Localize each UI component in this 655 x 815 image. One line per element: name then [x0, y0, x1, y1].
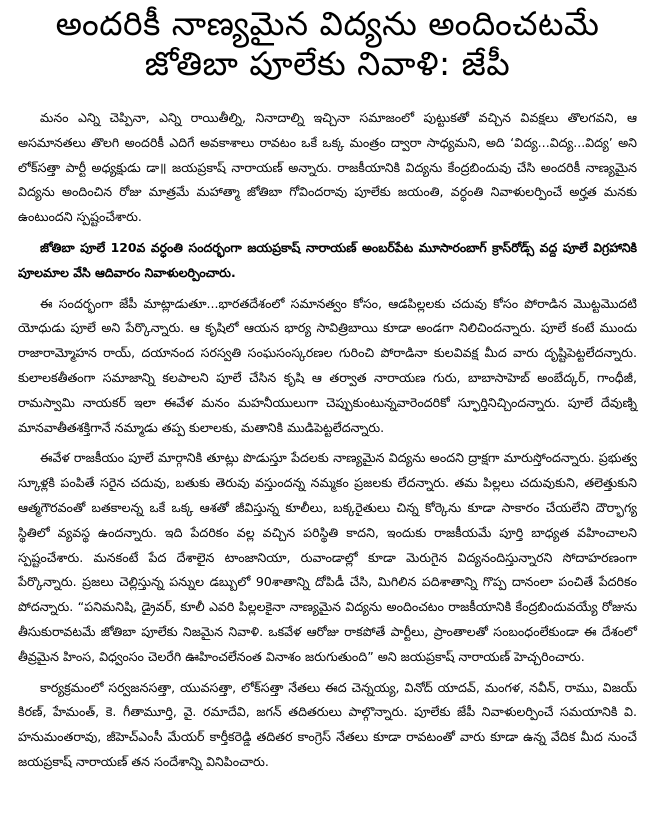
headline-line-1: అందరికీ నాణ్యమైన విద్యను అందించటమే [55, 4, 600, 43]
headline-line-2: జోతిబా పూలేకు నివాళి: జేపీ [144, 44, 511, 83]
article-paragraph-2: జోతిబా పూలే 120వ వర్ధంతి సందర్భంగా జయప్రకాష్ నారాయణ్ అంబర్‌పేట మూసారంబాగ్ క్రాస్‌రోడ్స్ వద్ద పూలే విగ్రహానికి పూలమాల వేసి ఆదివారం నివాళులర్పించారు. [18, 239, 637, 280]
article-paragraph-3: ఈ సందర్భంగా జేపీ మాట్లాడుతూ...భారతదేశంలో సమానత్వం కోసం, ఆడపిల్లలకు చదువు కోసం పోరాడిన మొట్టమొదటి యోధుడు పూలే అని పేర్కొన్నారు. ఆ కృషిలో ఆయన భార్య సావిత్రిబాయి కూడా అండగా నిలిచిందన్నారు. పూలే కంటే ముందు రాజారామ్మోహన రాయ్, దయానంద సరస్వతి సంఘసంస్కరణల గురించి పోరాడినా కులవివక్ష మీద వారు దృష్టిపెట్టలేదన్నారు. కులాలకతీతంగా సమాజాన్ని కలపాలని పూలే చేసిన కృషి ఆ తర్వాత నారాయణ గురు, బాబాసాహెబ్ అంబేద్కర్, గాంధీజీ, రామస్వామి నాయకర్ ఇలా ఈవేళ మనం మహనీయులుగా చెప్పుకుంటున్నవారెందరికో స్ఫూర్తినిచ్చిందన్నారు. పూలే దేవుణ్ని మానవాతీతశక్తిగానే నమ్మాడు తప్ప కులాలకు, మతానికి ముడిపెట్టలేదన్నారు. [18, 295, 637, 435]
article-paragraph-1: మనం ఎన్ని చెప్పినా, ఎన్ని రాయితీల్ని, నినాదాల్ని ఇచ్చినా సమాజంలో పుట్టుకతో వచ్చిన వివక్షలు తొలగవని, ఆ అసమానతలు తొలగి అందరికీ ఎదిగే అవకాశాలు రావటం ఒకే ఒక్క మంత్రం ద్వారా సాధ్యమని, అది ‘విద్య...విద్య...విద్య’ అని లోక్‌సత్తా పార్టీ అధ్యక్షుడు డా॥ జయప్రకాష్ నారాయణ్ అన్నారు. రాజకీయానికి విద్యను కేంద్రబిందువు చేసి అందరికీ నాణ్యమైన విద్యను అందించిన రోజు మాత్రమే మహాత్మా జోతిబా గోవిందరావు పూలేకు జయంతి, వర్ధంతి నివాళులర్పించే అర్హత మనకు ఉంటుందని స్పష్టంచేశారు. [18, 110, 637, 225]
article-paragraph-4: ఈవేళ రాజకీయం పూలే మార్గానికి తూట్లు పొడుస్తూ పేదలకు నాణ్యమైన విద్యను అందని ద్రాక్షగా మారుస్తోందన్నారు. ప్రభుత్వ స్కూళ్లకి పంపితే సరైన చదువు, బతుకు తెరువు వస్తుందన్న నమ్మకం ప్రజలకు లేదన్నారు. తమ పిల్లలు చదువుకుని, తలెత్తుకుని ఆత్మగౌరవంతో బతకాలన్న ఒకే ఒక్క ఆశతో జీవిస్తున్న కూలీలు, బక్కరైతులు చిన్న కోర్కెను కూడా సాకారం చేయలేని దౌర్భాగ్య స్థితిలో వ్యవస్థ ఉందన్నారు. ఇది పేదరికం వల్ల వచ్చిన పరిస్థితి కాదని, ఇందుకు రాజకీయమే పూర్తి బాధ్యత వహించాలని స్పష్టంచేశారు. మనకంటే పేద దేశాలైన టాంజానియా, రువాండాల్లో కూడా మెరుగైన విద్యనందిస్తున్నారని సోదాహరణంగా పేర్కొన్నారు. ప్రజలు చెల్లిస్తున్న పన్నుల డబ్బులో 90శాతాన్ని దోపిడీ చేసి, మిగిలిన పదిశాతాన్ని గొప్ప దానంలా పంచితే పేదరికం పోదన్నారు. “పనిమనిషి, డ్రైవర్, కూలీ ఎవరి పిల్లలకైనా నాణ్యమైన విద్యను అందించటం రాజకీయానికి కేంద్రబిందువయ్యే రోజును తీసుకురావటమే జోతిబా పూలేకు నిజమైన నివాళి. ఒకవేళ ఆరోజు రాకపోతే పార్టీలు, ప్రాంతాలతో సంబంధంలేకుండా ఈ దేశంలో తీవ్రమైన హింస, విధ్వంసం చెలరేగి ఊహించలేనంత వినాశం జరుగుతుంది” అని జయప్రకాష్ నారాయణ్ హెచ్చరించారు. [18, 450, 637, 664]
article-paragraph-5: కార్యక్రమంలో సర్వజనసత్తా, యువసత్తా, లోక్‌సత్తా నేతలు ఈద చెన్నయ్య, వినోద్ యాదవ్, మంగళ, నవీన్, రాము, విజయ్ కిరణ్, హేమంత్, కె. గీతామూర్తి, వై. రమాదేవి, జగన్ తదితరులు పాల్గొన్నారు. పూలేకు జేపీ నివాళులర్పించే సమయానికి వి. హనుమంతరావు, జీహెచ్ఎంసీ మేయర్ కార్తీకరెడ్డి తదితర కాంగ్రెస్ నేతలు కూడా రావటంతో వారు కూడా ఉన్న వేదిక మీద నుంచే జయప్రకాష్ నారాయణ్ తన సందేశాన్ని వినిపించారు. [18, 679, 637, 769]
